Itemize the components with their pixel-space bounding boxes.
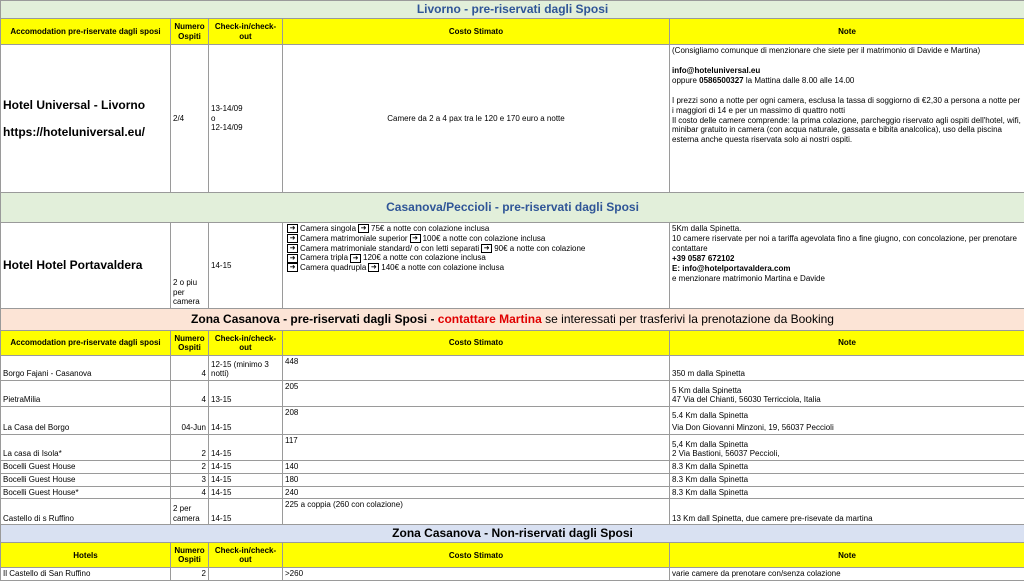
section-title-non-riservati[interactable]: Zona Casanova - Non-riservati dagli Sposi [1, 525, 1024, 543]
checkin-cell[interactable]: 14-15 [209, 461, 283, 474]
note-prices: I prezzi sono a notte per ogni camera, esclusa la tassa di soggiorno di €2,30 a persona a notte per i maggiori di 14 e per un massimo di quattro notti [672, 96, 1021, 115]
hotel-universal-cell[interactable] [1, 45, 171, 193]
guests-cell[interactable]: 04-Jun [171, 407, 209, 435]
table-row [1, 461, 1024, 474]
checkin-cell[interactable]: 13-15 [209, 381, 283, 407]
accommodation-cell[interactable]: Bocelli Guest House [1, 461, 171, 474]
note-mention: (Consigliamo comunque di menzionare che siete per il matrimonio di Davide e Martina) [672, 46, 981, 55]
section-title-casanova[interactable]: Casanova/Peccioli - pre-riservati dagli Sposi [1, 193, 1024, 223]
hotel-portavaldera-name[interactable]: Hotel Hotel Portavaldera [1, 223, 171, 309]
cost-cell[interactable]: 225 a coppia (260 con colazione) [283, 499, 670, 525]
note-email: info@hoteluniversal.eu [672, 66, 761, 75]
checkin-cell[interactable]: 14-15 [209, 486, 283, 499]
header-checkin[interactable]: Check-in/check-out [209, 19, 283, 45]
header-guests[interactable]: Numero Ospiti [171, 19, 209, 45]
header-notes[interactable]: Note [670, 543, 1024, 568]
cost-cell[interactable]: 180 [283, 473, 670, 486]
guests-cell[interactable]: 3 [171, 473, 209, 486]
guests-cell[interactable]: 2 [171, 435, 209, 461]
notes-cell[interactable]: 13 Km dall Spinetta, due camere pre-risevate da martina [670, 499, 1024, 525]
checkin-option-1: 13-14/09 [211, 103, 243, 113]
rooms-cell[interactable] [283, 223, 670, 309]
room-line: ➜ Camera matrimoniale standard/ o con letti separati ➜ 90€ a notte con colazione [285, 244, 667, 254]
cost-cell[interactable]: Camere da 2 a 4 pax tra le 120 e 170 euro a notte [283, 45, 670, 193]
header-accommodation[interactable]: Accomodation pre-riservate dagli sposi [1, 19, 171, 45]
header-checkin[interactable]: Check-in/check-out [209, 331, 283, 356]
section-title-zona-casanova[interactable]: Zona Casanova - pre-riservati dagli Sposi - contattare Martina se interessati per trasferivi la prenotazione da Booking [1, 309, 1024, 331]
note-email: E: info@hotelportavaldera.com [672, 263, 791, 273]
notes-cell[interactable]: varie camere da prenotare con/senza colazione [670, 568, 1024, 581]
guests-cell[interactable]: 2 [171, 461, 209, 474]
arrow-icon: ➜ [287, 244, 298, 253]
contact-martina: contattare Martina [437, 312, 542, 327]
header-notes[interactable]: Note [670, 331, 1024, 356]
cost-cell[interactable]: 448 [283, 356, 670, 381]
room-line: ➜ Camera quadrupla ➜ 140€ a notte con colazione inclusa [285, 263, 667, 273]
room-line: ➜ Camera tripla ➜ 120€ a notte con colazione inclusa [285, 253, 667, 263]
notes-cell[interactable]: 5 Km dalla Spinetta 47 Via del Chianti, 56030 Terricciola, Italia [670, 381, 1024, 407]
room-line: ➜ Camera matrimoniale superior ➜ 100€ a notte con colazione inclusa [285, 234, 667, 244]
cost-cell[interactable]: 140 [283, 461, 670, 474]
table-row [1, 499, 1024, 525]
notes-cell[interactable]: 5,4 Km dalla Spinetta 2 Via Bastioni, 56037 Peccioli, [670, 435, 1024, 461]
cost-cell[interactable]: 240 [283, 486, 670, 499]
arrow-icon: ➜ [358, 224, 369, 233]
arrow-icon: ➜ [287, 224, 298, 233]
hotel-url: https://hoteluniversal.eu/ [3, 124, 146, 139]
header-accommodation[interactable]: Accomodation pre-riservate dagli sposi [1, 331, 171, 356]
checkin-cell[interactable]: 14-15 [209, 223, 283, 309]
table-row [1, 381, 1024, 407]
table-row [1, 568, 1024, 581]
checkin-cell[interactable]: 14-15 [209, 473, 283, 486]
cost-cell[interactable]: >260 [283, 568, 670, 581]
table-row [1, 486, 1024, 499]
guests-cell[interactable]: 2/4 [171, 45, 209, 193]
checkin-cell[interactable] [209, 568, 283, 581]
header-guests[interactable]: Numero Ospiti [171, 331, 209, 356]
accommodation-cell[interactable]: Bocelli Guest House [1, 473, 171, 486]
notes-cell[interactable]: 350 m dalla Spinetta [670, 356, 1024, 381]
guests-cell[interactable]: 2 [171, 568, 209, 581]
checkin-cell[interactable] [209, 45, 283, 193]
notes-cell[interactable]: 8.3 Km dalla Spinetta [670, 461, 1024, 474]
header-cost[interactable]: Costo Stimato [283, 543, 670, 568]
header-cost[interactable]: Costo Stimato [283, 19, 670, 45]
table-row [1, 473, 1024, 486]
header-checkin[interactable]: Check-in/check-out [209, 543, 283, 568]
guests-cell[interactable]: 4 [171, 356, 209, 381]
notes-cell[interactable]: 8.3 Km dalla Spinetta [670, 473, 1024, 486]
accommodation-cell[interactable]: PietraMilia [1, 381, 171, 407]
checkin-cell[interactable]: 14-15 [209, 435, 283, 461]
table-row [1, 435, 1024, 461]
accommodation-cell[interactable]: La casa di Isola* [1, 435, 171, 461]
cost-cell[interactable]: 205 [283, 381, 670, 407]
arrow-icon: ➜ [287, 263, 298, 272]
header-guests[interactable]: Numero Ospiti [171, 543, 209, 568]
notes-cell[interactable] [670, 223, 1024, 309]
notes-cell[interactable]: 5.4 Km dalla Spinetta Via Don Giovanni Minzoni, 19, 56037 Peccioli [670, 407, 1024, 435]
hotel-name: Hotel Universal - Livorno [3, 97, 146, 112]
arrow-icon: ➜ [287, 254, 298, 263]
section-title-livorno[interactable]: Livorno - pre-riservati dagli Sposi [1, 1, 1024, 19]
checkin-or: o [211, 113, 216, 123]
note-includes: Il costo delle camere comprende: la prima colazione, parcheggio riservato agli ospiti dell'hotel, wifi, minibar gratuito in camera (con acqua naturale, gassata e bibita analcolica), uso della piscina esterna anche questa riservata solo ai nostri ospiti. [672, 115, 1021, 144]
accommodation-cell[interactable]: Castello di s Ruffino [1, 499, 171, 525]
accommodation-cell[interactable]: Il Castello di San Ruffino [1, 568, 171, 581]
accommodation-cell[interactable]: Bocelli Guest House* [1, 486, 171, 499]
arrow-icon: ➜ [368, 263, 379, 272]
guests-cell[interactable]: 2 o piu per camera [171, 223, 209, 309]
checkin-cell[interactable]: 14-15 [209, 499, 283, 525]
table-row [1, 45, 1024, 193]
table-row [1, 356, 1024, 381]
header-notes[interactable]: Note [670, 19, 1024, 45]
cost-cell[interactable]: 117 [283, 435, 670, 461]
guests-cell[interactable]: 2 per camera [171, 499, 209, 525]
guests-cell[interactable]: 4 [171, 381, 209, 407]
table-row [1, 223, 1024, 309]
header-hotels[interactable]: Hotels [1, 543, 171, 568]
note-phone: +39 0587 672102 [672, 253, 735, 263]
table-row [1, 407, 1024, 435]
header-cost[interactable]: Costo Stimato [283, 331, 670, 356]
arrow-icon: ➜ [350, 254, 361, 263]
cost-cell[interactable]: 208 [283, 407, 670, 435]
note-distance: 5Km dalla Spinetta. [672, 224, 742, 233]
checkin-cell[interactable]: 12-15 (minimo 3 notti) [209, 356, 283, 381]
note-mention: e menzionare matrimonio Martina e Davide [672, 273, 825, 283]
checkin-option-2: 12-14/09 [211, 123, 243, 133]
note-rooms: 10 camere riservate per noi a tariffa agevolata fino a fine giugno, con concolazione, per prenotare contattare [672, 234, 1017, 253]
guests-cell[interactable]: 4 [171, 486, 209, 499]
room-line: ➜ Camera singola ➜ 75€ a notte con colazione inclusa [285, 224, 667, 234]
arrow-icon: ➜ [410, 234, 421, 243]
accommodation-cell[interactable]: Borgo Fajani - Casanova [1, 356, 171, 381]
arrow-icon: ➜ [481, 244, 492, 253]
arrow-icon: ➜ [287, 234, 298, 243]
note-phone-line: oppure 0586500327 la Mattina dalle 8.00 alle 14.00 [672, 76, 855, 85]
checkin-cell[interactable]: 14-15 [209, 407, 283, 435]
notes-cell[interactable]: 8.3 Km dalla Spinetta [670, 486, 1024, 499]
accommodation-cell[interactable]: La Casa del Borgo [1, 407, 171, 435]
notes-cell[interactable] [670, 45, 1024, 193]
